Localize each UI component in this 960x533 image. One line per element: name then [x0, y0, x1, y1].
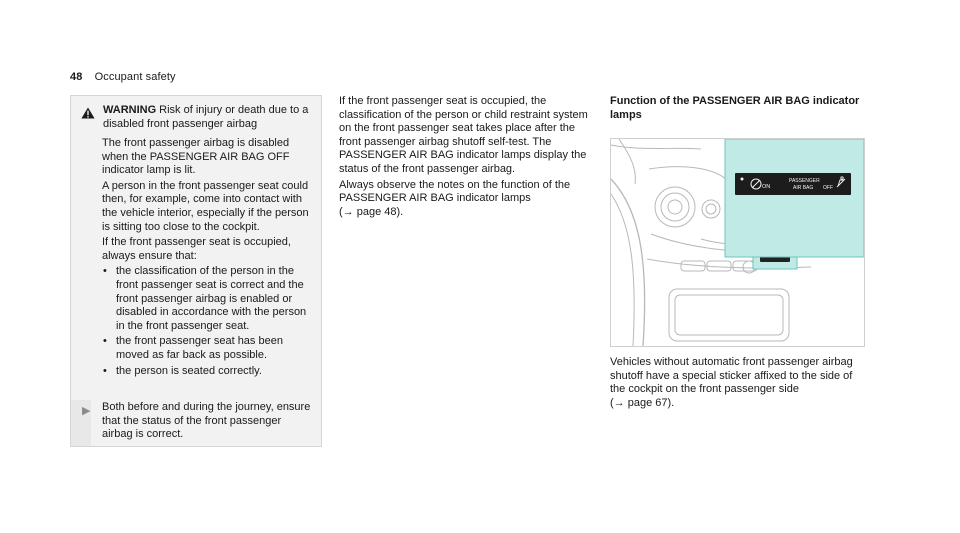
section-title: Occupant safety	[94, 71, 176, 83]
indicator-lamp-panel	[735, 173, 851, 195]
warning-box	[70, 95, 322, 447]
paragraph: Always observe the notes on the function of the PASSENGER AIR BAG indicator lamps (→ page 48).	[339, 178, 571, 218]
cockpit-illustration	[611, 139, 864, 346]
lamp-on-label: ON	[762, 184, 771, 190]
lamp-off-label: OFF	[823, 185, 833, 191]
figure-title: Function of the PASSENGER AIR BAG indicator lamps	[610, 95, 860, 121]
page-number: 48	[70, 71, 83, 83]
lamp-label-airbag: AIR BAG	[793, 185, 814, 191]
tip-block	[71, 400, 321, 446]
lamp-label-passenger: PASSENGER	[789, 178, 820, 184]
bullet-icon: •	[103, 265, 107, 278]
caption-page-reference-link[interactable]: (→ page 67).	[610, 396, 675, 409]
text-column-2	[339, 95, 594, 221]
page-reference-link[interactable]: (→ page 48).	[339, 205, 404, 218]
text-column-3	[610, 95, 865, 122]
figure-caption	[610, 356, 865, 410]
page-header	[70, 71, 176, 83]
warning-heading	[103, 104, 315, 131]
warning-headline: Risk of injury or death due to a disabled front passenger airbag	[103, 104, 309, 130]
warning-body	[102, 137, 316, 380]
paragraph: If the front passenger seat is occupied, the classification of the person or child restraint system on the front passenger seat takes place after the front passenger airbag shutoff self-test. The PASSENGER AIR BAG indicator lamps display the status of the front passenger airbag.	[339, 95, 588, 175]
tip-text: Both before and during the journey, ensure that the status of the front passenger airbag is correct.	[102, 401, 311, 441]
list-item: • the person is seated correctly.	[103, 364, 262, 377]
warning-paragraph: If the front passenger seat is occupied, always ensure that:	[102, 236, 291, 262]
bullet-icon: •	[103, 335, 107, 348]
cockpit-figure	[610, 138, 865, 347]
warning-paragraph: A person in the front passenger seat could then, for example, come into contact with the vehicle interior, especially if the person is sitting too close to the cockpit.	[102, 179, 309, 233]
play-arrow-icon: ▶	[82, 405, 91, 417]
warning-list	[102, 265, 316, 378]
list-item: • the front passenger seat has been moved as far back as possible.	[103, 335, 283, 361]
warning-paragraph: The front passenger airbag is disabled when the PASSENGER AIR BAG OFF indicator lamp is lit.	[102, 137, 290, 177]
callout-box	[725, 139, 864, 257]
warning-title: WARNING	[103, 104, 157, 116]
warning-triangle-icon	[81, 107, 95, 119]
list-item: • the classification of the person in the front passenger seat is correct and the front passenger airbag is enabled or disabled in accordance with the person in the front passenger seat.	[103, 265, 307, 332]
bullet-icon: •	[103, 364, 107, 377]
caption-text: Vehicles without automatic front passenger airbag shutoff have a special sticker affixed to the side of the cockpit on the front passenger side	[610, 356, 853, 396]
